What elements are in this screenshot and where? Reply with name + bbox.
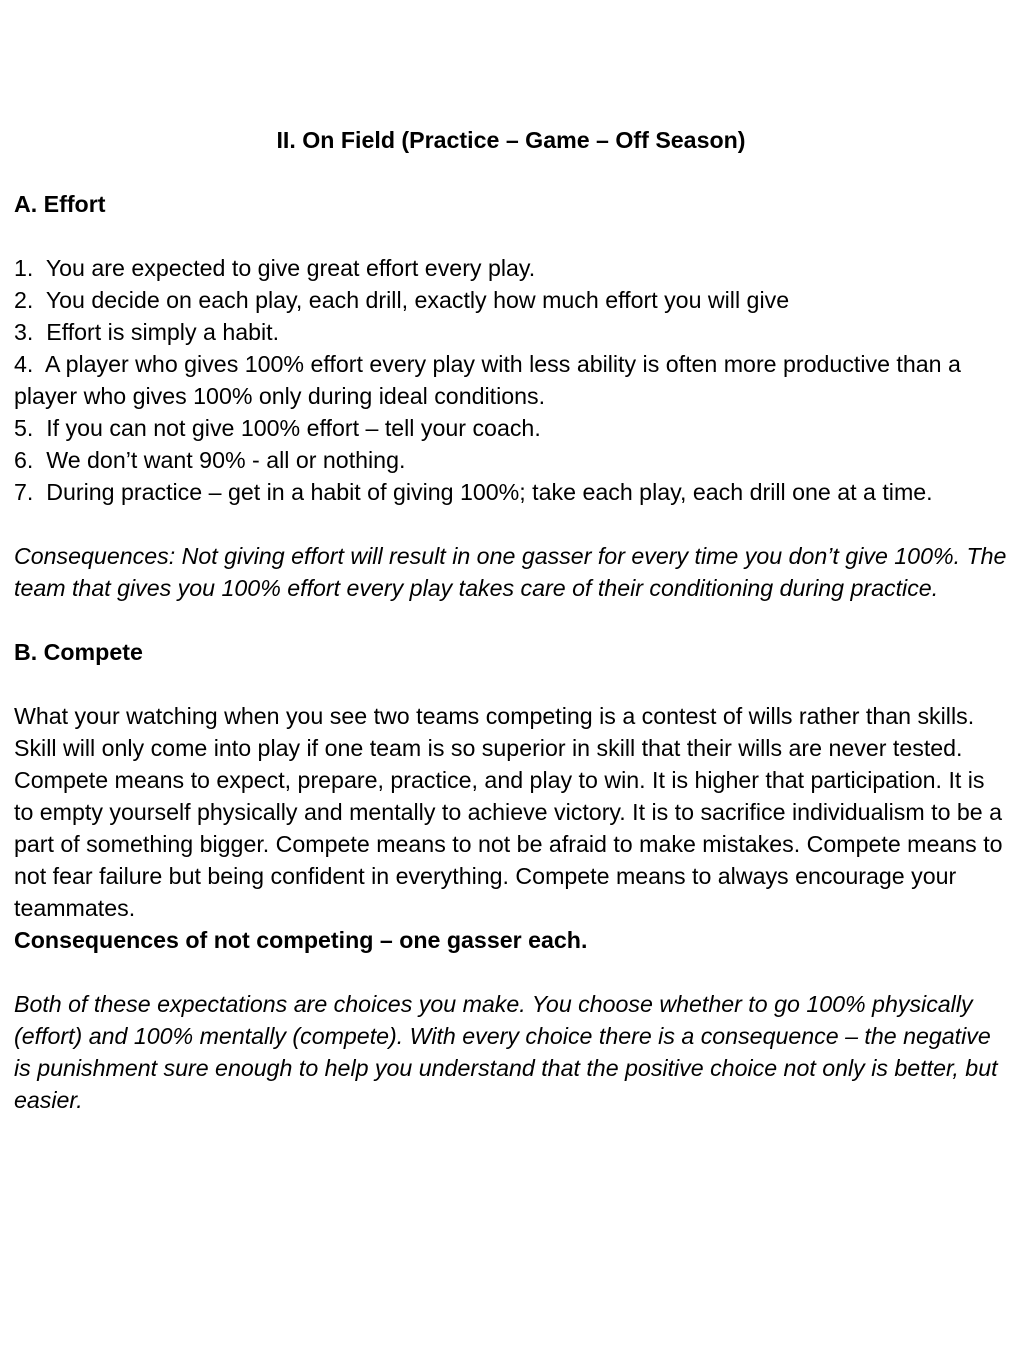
spacer — [14, 604, 1014, 636]
item-number: 7. — [14, 479, 34, 505]
section-b-heading: B. Compete — [14, 639, 143, 665]
effort-item-4 — [14, 348, 1010, 412]
effort-item-6 — [14, 444, 1010, 476]
item-text: A player who gives 100% effort every play with less ability is often more productive than a player who gives 100% only during ideal conditions. — [14, 351, 961, 409]
compete-paragraph: What your watching when you see two teams competing is a contest of wills rather than skills. Skill will only come into play if one team is so superior in skill that their wills are never tested. Compete means to expect, prepare, practice, and play to win. It is higher that participation. It is to empty yourself physically and mentally to achieve victory. It is to sacrifice individualism to be a part of something bigger. Compete means to not be afraid to make mistakes. Compete means to not fear failure but being confident in everything. Compete means to always encourage your teammates. — [14, 703, 1003, 921]
spacer — [14, 508, 1014, 540]
document-title: II. On Field (Practice – Game – Off Season) — [276, 127, 746, 153]
item-text: If you can not give 100% effort – tell your coach. — [46, 415, 541, 441]
compete-consequences: Consequences of not competing – one gasser each. — [14, 927, 588, 953]
item-text: Effort is simply a habit. — [46, 319, 280, 345]
item-text: We don’t want 90% - all or nothing. — [46, 447, 406, 473]
spacer — [14, 668, 1014, 700]
item-number: 4. — [14, 351, 34, 377]
closing-paragraph: Both of these expectations are choices you make. You choose whether to go 100% physically (effort) and 100% mentally (compete). With every choice there is a consequence – the negative is punishment sure enough to help you understand that the positive choice not only is better, but easier. — [14, 991, 998, 1113]
item-text: You are expected to give great effort every play. — [45, 255, 536, 281]
item-number: 5. — [14, 415, 34, 441]
spacer — [14, 220, 1014, 252]
item-text: During practice – get in a habit of giving 100%; take each play, each drill one at a time. — [46, 479, 933, 505]
effort-consequences: Consequences: Not giving effort will result in one gasser for every time you don’t give 100%. The team that gives you 100% effort every play takes care of their conditioning during practice. — [14, 543, 1007, 601]
section-a-heading: A. Effort — [14, 191, 106, 217]
effort-item-2 — [14, 284, 1010, 316]
document-page — [14, 124, 1014, 1116]
effort-item-7 — [14, 476, 1010, 508]
item-number: 3. — [14, 319, 34, 345]
item-text: You decide on each play, each drill, exactly how much effort you will give — [45, 287, 790, 313]
spacer — [14, 156, 1014, 188]
effort-item-5 — [14, 412, 1010, 444]
item-number: 1. — [14, 255, 34, 281]
spacer — [14, 956, 1014, 988]
item-number: 2. — [14, 287, 34, 313]
effort-item-1 — [14, 252, 1010, 284]
item-number: 6. — [14, 447, 34, 473]
effort-item-3 — [14, 316, 1010, 348]
